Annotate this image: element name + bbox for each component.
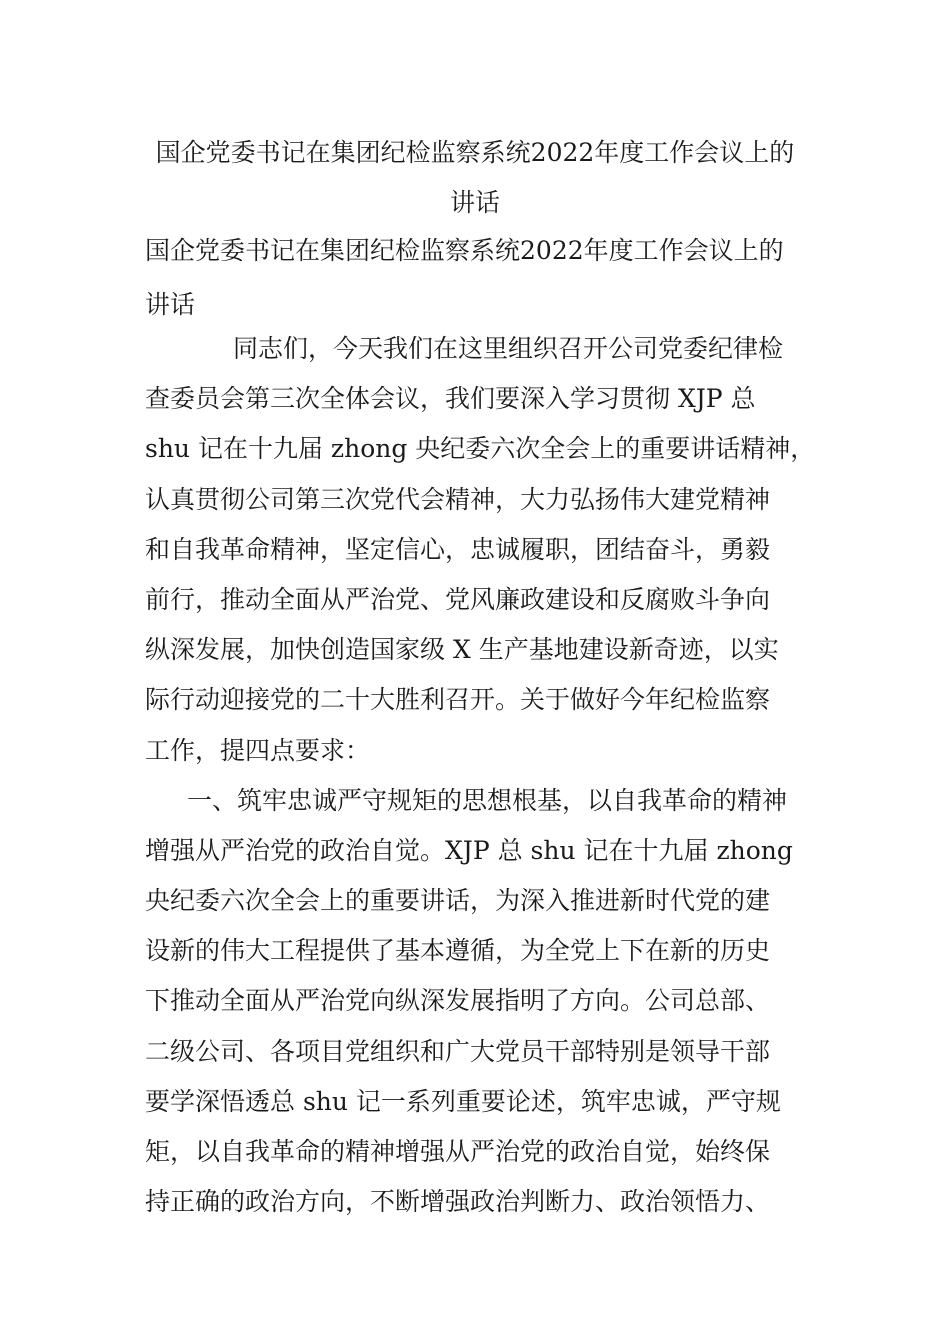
subtitle-line-1: 国企党委书记在集团纪检监察系统2022年度工作会议上的	[145, 236, 784, 265]
paragraph-line: 设新的伟大工程提供了基本遵循，为全党上下在新的历史	[145, 936, 771, 966]
paragraph-line: 际行动迎接党的二十大胜利召开。关于做好今年纪检监察	[145, 685, 771, 715]
document-body	[145, 324, 835, 1227]
paragraph-line: shu 记在十九届 zhong 央纪委六次全会上的重要讲话精神，	[145, 434, 816, 464]
document-subtitle	[145, 224, 825, 332]
paragraph-line: 工作，提四点要求：	[145, 735, 371, 765]
paragraph-line: 和自我革命精神，坚定信心，忠诚履职，团结奋斗，勇毅	[145, 534, 771, 564]
paragraph-line: 二级公司、各项目党组织和广大党员干部特别是领导干部	[145, 1036, 771, 1066]
paragraph-line: 纵深发展，加快创造国家级 X 生产基地建设新奇迹，以实	[145, 635, 779, 665]
paragraph-line: 认真贯彻公司第三次党代会精神，大力弘扬伟大建党精神	[145, 484, 771, 514]
paragraph-1	[145, 324, 835, 776]
paragraph-line: 前行，推动全面从严治党、党风廉政建设和反腐败斗争向	[145, 584, 771, 614]
paragraph-line: 要学深悟透总 shu 记一系列重要论述，筑牢忠诚，严守规	[145, 1086, 781, 1116]
paragraph-line: 下推动全面从严治党向纵深发展指明了方向。公司总部、	[145, 986, 771, 1016]
paragraph-2	[145, 776, 835, 1228]
title-line-1: 国企党委书记在集团纪检监察系统2022年度工作会议上的	[155, 138, 795, 167]
title-line-2: 讲话	[449, 188, 500, 217]
paragraph-line: 查委员会第三次全体会议，我们要深入学习贯彻 XJP 总	[145, 384, 756, 414]
paragraph-line: 一、筑牢忠诚严守规矩的思想根基，以自我革命的精神	[187, 785, 788, 815]
paragraph-line: 同志们，今天我们在这里组织召开公司党委纪律检	[233, 334, 784, 363]
document-title	[143, 128, 807, 228]
paragraph-line: 矩，以自我革命的精神增强从严治党的政治自觉，始终保	[145, 1137, 771, 1166]
subtitle-line-2: 讲话	[145, 290, 196, 319]
paragraph-line: 央纪委六次全会上的重要讲话，为深入推进新时代党的建	[145, 886, 771, 916]
paragraph-line: 持正确的政治方向，不断增强政治判断力、政治领悟力、	[145, 1187, 771, 1217]
paragraph-line: 增强从严治党的政治自觉。XJP 总 shu 记在十九届 zhong	[145, 835, 793, 865]
